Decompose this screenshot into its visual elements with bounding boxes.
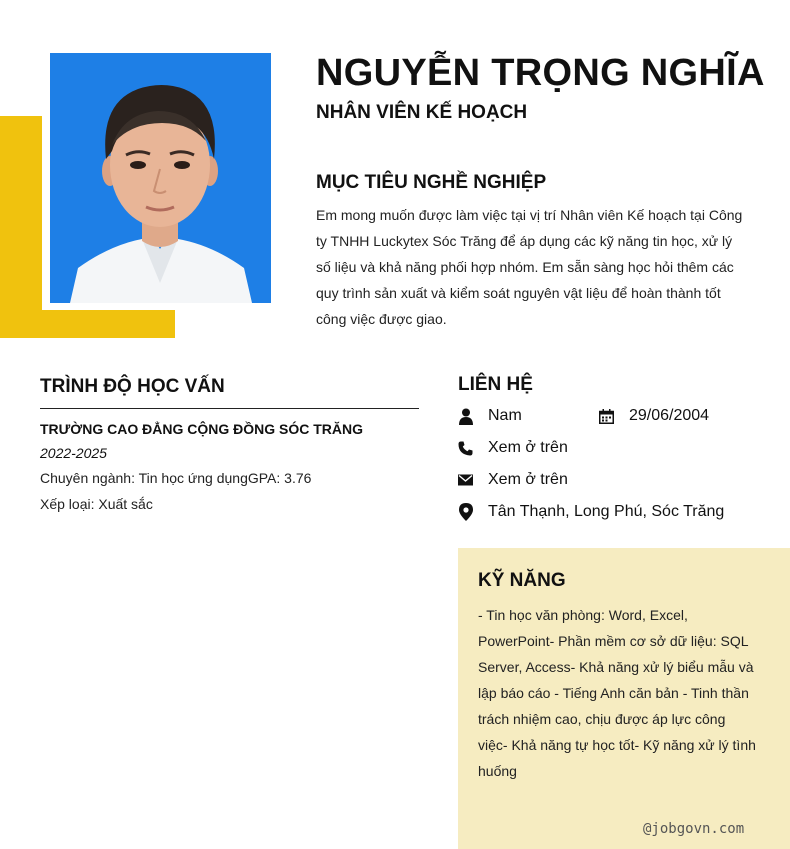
contact-title: LIÊN HỆ [458, 374, 533, 395]
contact-email [458, 469, 568, 491]
objective-text: Em mong muốn được làm việc tại vị trí Nhân viên Kế hoạch tại Công ty TNHH Luckytex Sóc Trăng để áp dụng các kỹ năng tin học, xử lý số liệu và khả năng phối hợp nhóm. Em sẵn sàng học hỏi thêm các quy trình sản xuất và kiểm soát nguyên vật liệu để hoàn thành tốt công việc được giao. [316, 207, 743, 327]
contact-gender [458, 405, 522, 427]
contact-dob [599, 405, 709, 427]
envelope-icon [458, 472, 473, 489]
candidate-name: NGUYỄN TRỌNG NGHĨA [316, 52, 765, 94]
profile-photo [50, 53, 271, 303]
education-divider [40, 408, 419, 409]
skills-panel [458, 548, 790, 849]
gender-value: Nam [488, 407, 522, 424]
location-pin-icon [458, 504, 473, 521]
email-value: Xem ở trên [488, 471, 568, 488]
objective-title: MỤC TIÊU NGHỀ NGHIỆP [316, 172, 547, 193]
candidate-role: NHÂN VIÊN KẾ HOẠCH [316, 102, 528, 123]
contact-phone [458, 437, 568, 459]
accent-block-vertical [0, 116, 42, 338]
watermark: @jobgovn.com [643, 821, 745, 837]
address-value: Tân Thạnh, Long Phú, Sóc Trăng [488, 503, 725, 520]
graduation-rank: Xếp loại: Xuất sắc [40, 496, 153, 512]
phone-icon [458, 440, 473, 457]
education-title: TRÌNH ĐỘ HỌC VẤN [40, 376, 225, 397]
study-years: 2022-2025 [40, 445, 107, 461]
calendar-icon [599, 408, 614, 425]
dob-value: 29/06/2004 [629, 407, 710, 424]
contact-address [458, 501, 724, 523]
skills-text: - Tin học văn phòng: Word, Excel, PowerPoint- Phần mềm cơ sở dữ liệu: SQL Server, Access- Khả năng xử lý biểu mẫu và lập báo cáo - Tiếng Anh căn bản - Tinh thần trách nhiệm cao, chịu được áp lực công việc- Khả năng tự học tốt- Kỹ năng xử lý tình huống [478, 607, 756, 779]
skills-title: KỸ NĂNG [478, 570, 566, 591]
phone-value: Xem ở trên [488, 439, 568, 456]
person-icon [458, 408, 473, 425]
school-name: TRƯỜNG CAO ĐẲNG CỘNG ĐỒNG SÓC TRĂNG [40, 421, 363, 437]
major-gpa: Chuyên ngành: Tin học ứng dụngGPA: 3.76 [40, 470, 312, 486]
accent-block-horizontal [0, 310, 175, 338]
